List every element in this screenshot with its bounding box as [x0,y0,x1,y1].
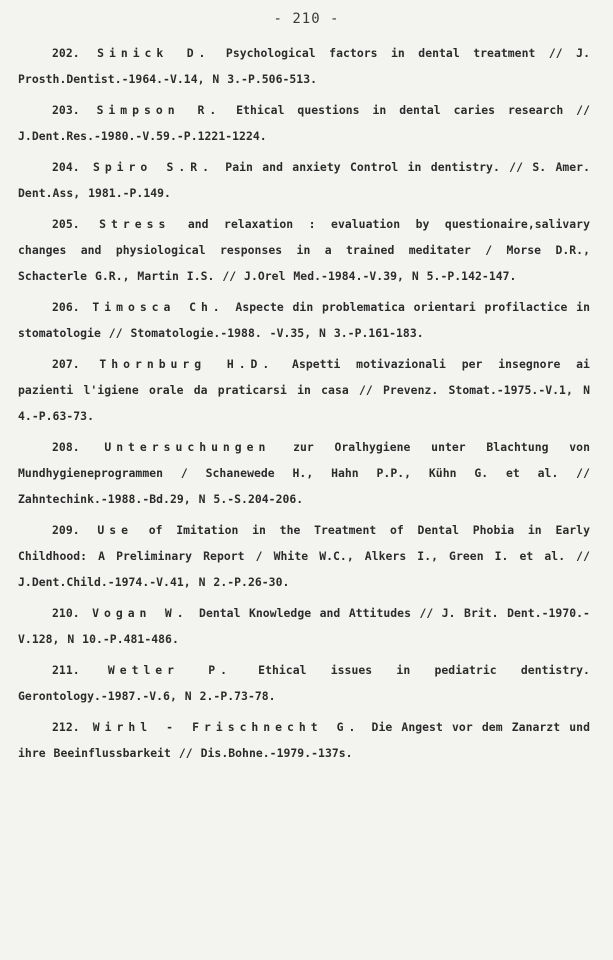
entry-number: 205. [52,217,80,231]
entry-text: zur Oralhygiene unter Blachtung von Mundhygieneprogrammen / Schanewede H., Hahn P.P., Kühn G. et al. // Zahntechink.-1988.-Bd.29, N 5.-S.204-206. [18,440,590,506]
entry-number: 210. [52,606,80,620]
entry-number: 206. [52,300,80,314]
entry-author: Use [97,523,133,537]
entry-text: Aspecte din problematica orientari profilactice in stomatologie // Stomatologie.-1988. -V.35, N 3.-P.161-183. [18,300,590,340]
page-number: - 210 - [273,11,340,27]
entry-author: Simpson R. [96,103,222,117]
entry-text: Ethical questions in dental caries research // J.Dent.Res.-1980.-V.59.-P.1221-1224. [18,103,590,143]
entry-text: Pain and anxiety Control in dentistry. // S. Amer. Dent.Ass, 1981.-P.149. [18,160,590,200]
reference-entry [18,294,590,346]
entry-text: Psychological factors in dental treatment // J. Prosth.Dentist.-1964.-V.14, N 3.-P.506-513. [18,46,590,86]
entry-author: Untersuchungen [104,440,271,454]
reference-entry [18,517,590,595]
entry-author: Thornburg H.D. [99,357,275,371]
entry-number: 207. [52,357,80,371]
entry-text: Die Angest vor dem Zanarzt und ihre Beeinflussbarkeit // Dis.Bohne.-1979.-137s. [18,720,590,760]
entry-author: Vogan W. [92,606,189,620]
entry-author: Sinick D. [97,46,211,60]
entry-author: Wetler P. [107,663,232,677]
reference-entry [18,97,590,149]
reference-list [18,40,590,771]
reference-entry [18,40,590,92]
reference-entry [18,211,590,289]
entry-number: 212. [52,720,80,734]
entry-number: 209. [52,523,80,537]
entry-number: 202. [52,46,80,60]
entry-number: 211. [52,663,80,677]
reference-entry [18,351,590,429]
entry-author: Spiro S.R. [92,160,214,174]
entry-number: 203. [52,103,80,117]
entry-text: Ethical issues in pediatric dentistry. Gerontology.-1987.-V.6, N 2.-P.73-78. [18,663,590,703]
entry-author: Timosca Ch. [92,300,225,314]
entry-author: Wirhl - Frischnecht G. [92,720,361,734]
entry-author: Stress [99,217,171,231]
reference-entry [18,657,590,709]
entry-text: Dental Knowledge and Attitudes // J. Brit. Dent.-1970.-V.128, N 10.-P.481-486. [18,606,590,646]
entry-text: of Imitation in the Treatment of Dental Phobia in Early Childhood: A Preliminary Report / White W.C., Alkers I., Green I. et al. // J.Dent.Child.-1974.-V.41, N 2.-P.26-30. [18,523,590,589]
entry-text: and relaxation : evaluation by questionaire,salivary changes and physiological responses in a trained meditater / Morse D.R., Schacterle G.R., Martin I.S. // J.Orel Med.-1984.-V.39, N 5.-P.142-147. [18,217,590,283]
reference-entry [18,154,590,206]
entry-number: 208. [52,440,80,454]
entry-text: Aspetti motivazionali per insegnore ai pazienti l'igiene orale da praticarsi in casa // Prevenz. Stomat.-1975.-V.1, N 4.-P.63-73. [18,357,590,423]
reference-entry [18,714,590,766]
reference-entry [18,434,590,512]
reference-entry [18,600,590,652]
entry-number: 204. [52,160,80,174]
